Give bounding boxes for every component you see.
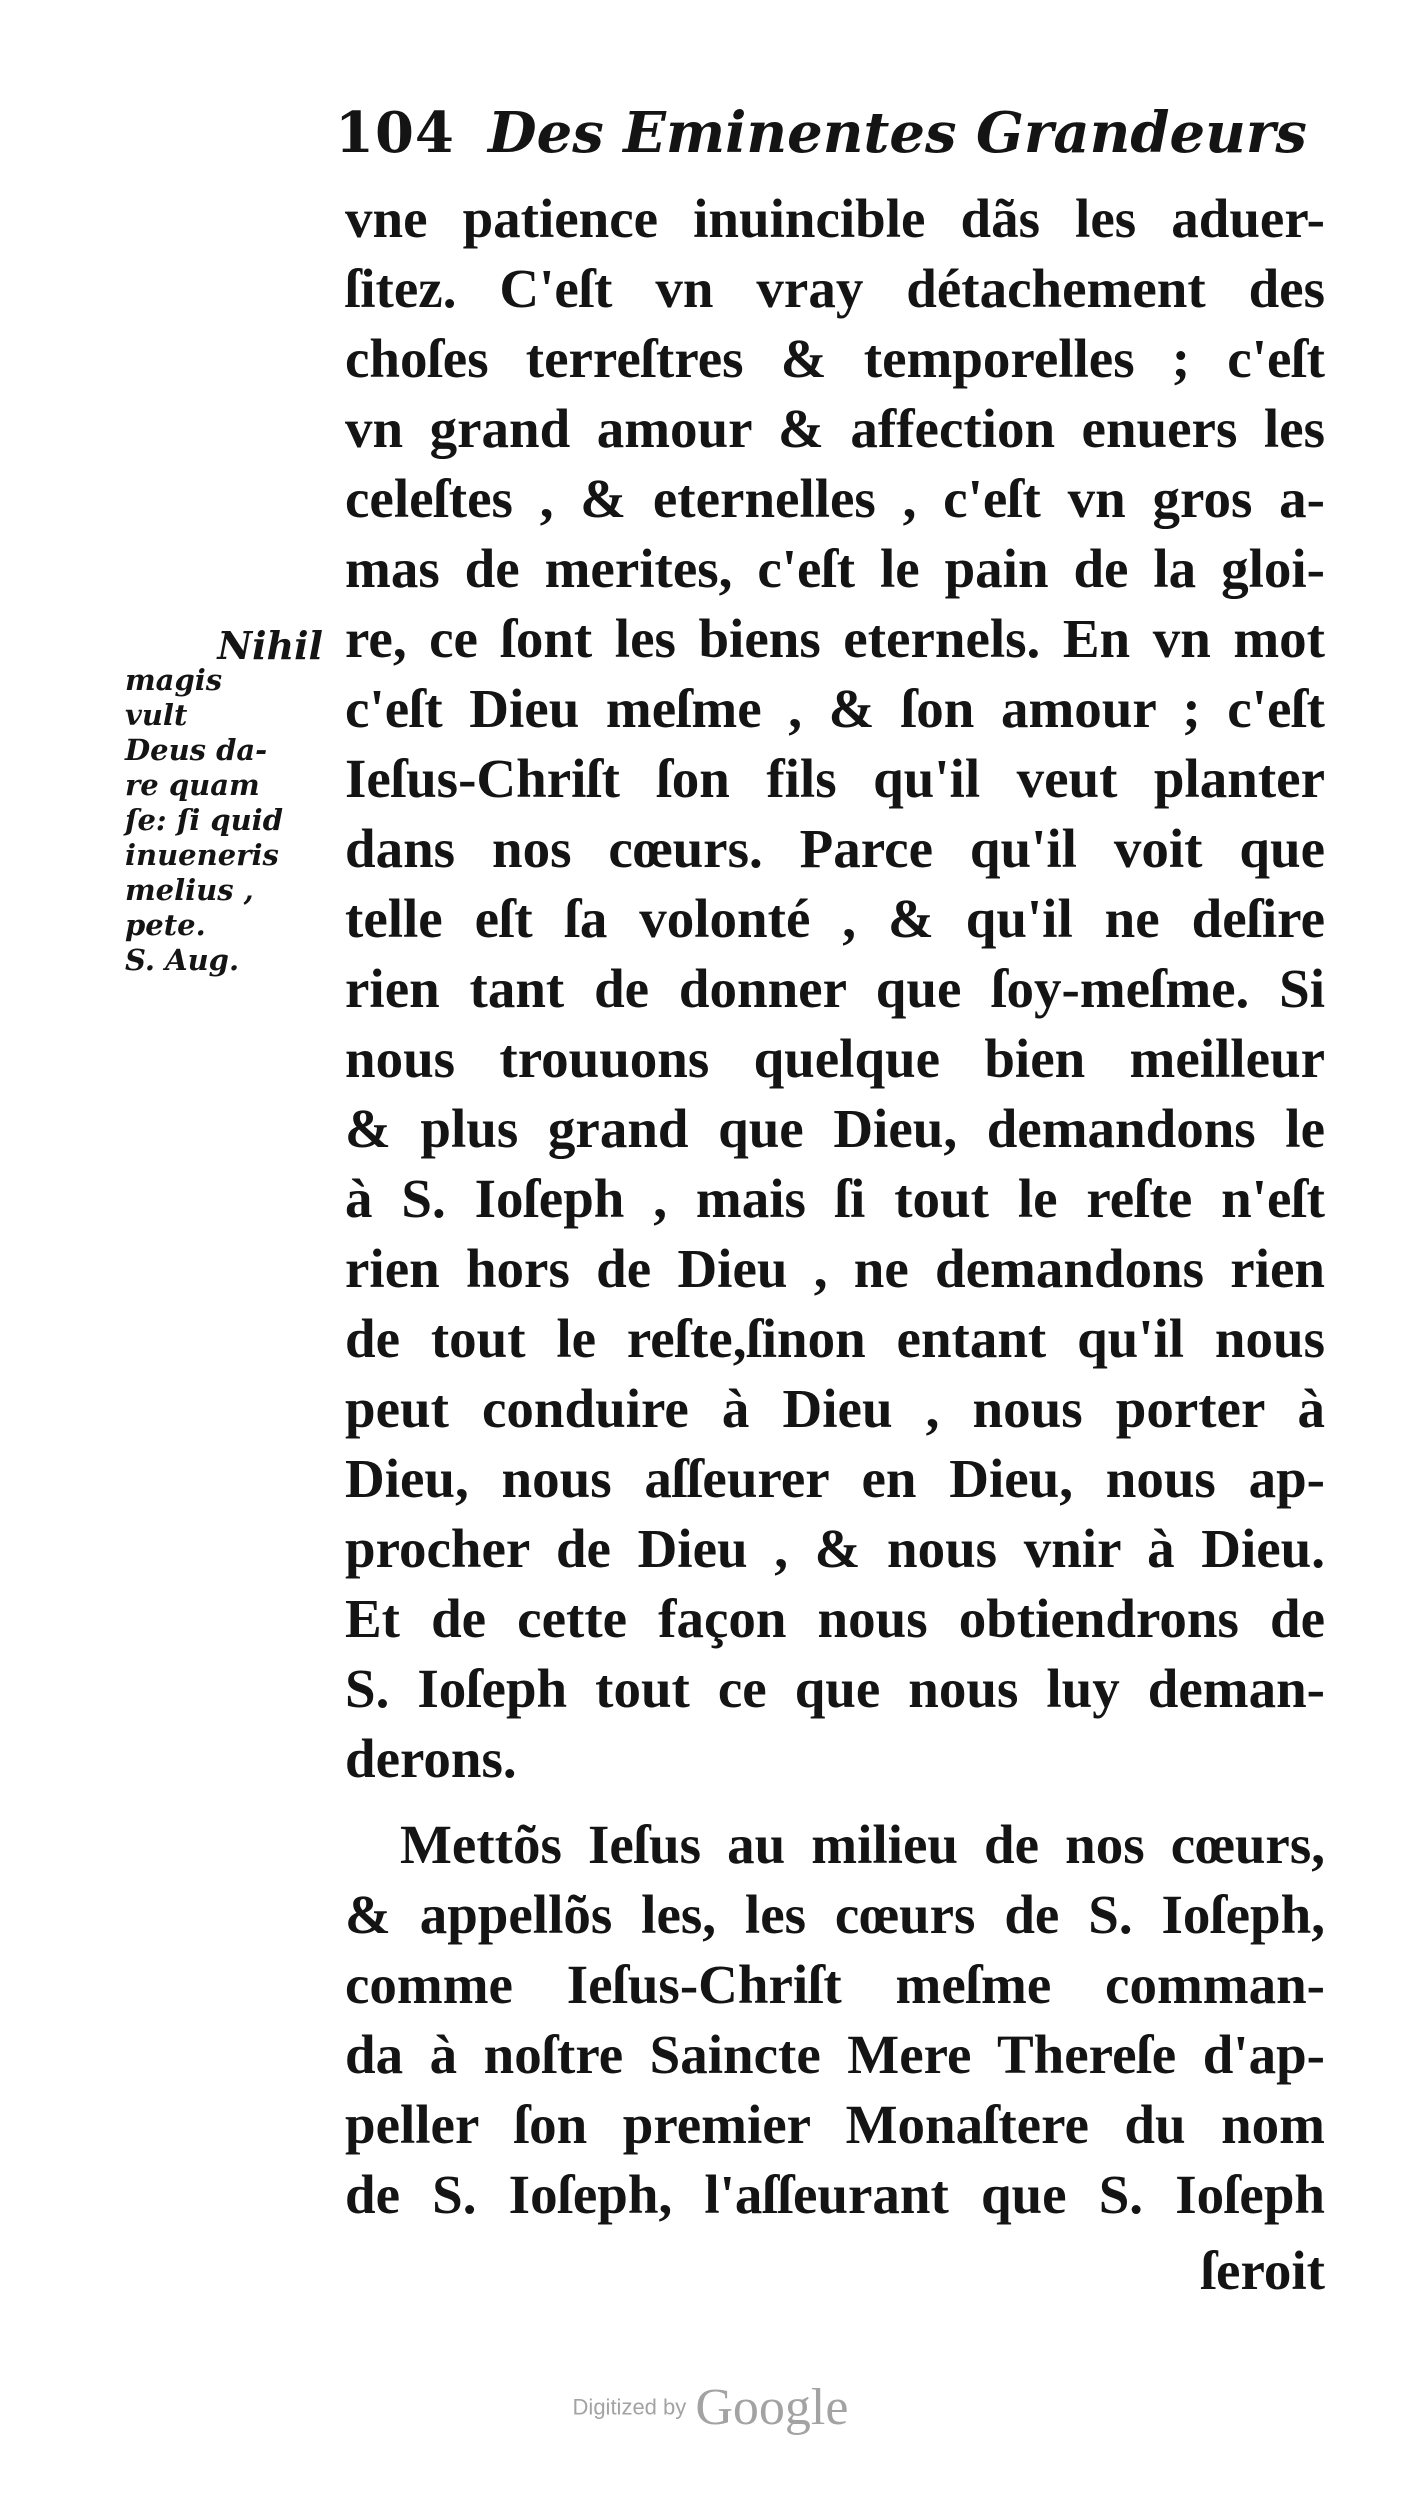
marginal-note-line: S. Aug. — [125, 943, 240, 977]
digitization-watermark — [0, 2378, 1421, 2437]
text-line: vne patience inuincible dãs les aduer- — [345, 188, 1325, 249]
text-line: de tout le reſte,ſinon entant qu'il nous — [345, 1308, 1325, 1369]
text-line: mas de merites, c'eſt le pain de la gloi- — [345, 538, 1325, 599]
text-line: Mettõs Ieſus au milieu de nos cœurs, — [400, 1814, 1325, 1875]
text-line: celeſtes , & eternelles , c'eſt vn gros a- — [345, 468, 1325, 529]
text-line: nous trouuons quelque bien meilleur — [345, 1028, 1325, 1089]
marginal-note-line: vult — [125, 698, 188, 732]
text-line: peut conduire à Dieu , nous porter à — [345, 1378, 1325, 1439]
text-line: da à noſtre Saincte Mere Thereſe d'ap- — [345, 2024, 1325, 2085]
text-line: procher de Dieu , & nous vnir à Dieu. — [345, 1518, 1325, 1579]
watermark-prefix: Digitized by — [572, 2394, 687, 2420]
page-number: 104 — [335, 100, 455, 166]
catchword: ſeroit — [1200, 2240, 1325, 2301]
text-line: peller ſon premier Monaſtere du nom — [345, 2094, 1325, 2155]
text-line: S. Ioſeph tout ce que nous luy deman- — [345, 1658, 1325, 1719]
text-line: choſes terreſtres & temporelles ; c'eſt — [345, 328, 1325, 389]
marginal-note-line: ſe: ſi quid — [125, 803, 283, 837]
running-title: Des Eminentes Grandeurs — [488, 100, 1307, 166]
marginal-note-line: melius , — [125, 873, 254, 907]
text-line: à S. Ioſeph , mais ſi tout le reſte n'eſt — [345, 1168, 1325, 1229]
text-line: comme Ieſus-Chriſt meſme comman- — [345, 1954, 1325, 2015]
text-line: re, ce ſont les biens eternels. En vn mot — [345, 608, 1325, 669]
text-line: de S. Ioſeph, l'aſſeurant que S. Ioſeph — [345, 2164, 1325, 2225]
marginal-note — [125, 623, 335, 978]
marginal-note-line: pete. — [125, 908, 206, 942]
marginal-note-line: Deus da- — [125, 733, 268, 767]
text-line: telle eſt ſa volonté , & qu'il ne deſire — [345, 888, 1325, 949]
text-line: ſitez. C'eſt vn vray détachement des — [345, 258, 1325, 319]
text-line: derons. — [345, 1728, 517, 1789]
text-line: c'eſt Dieu meſme , & ſon amour ; c'eſt — [345, 678, 1325, 739]
text-line: Ieſus-Chriſt ſon fils qu'il veut planter — [345, 748, 1325, 809]
text-line: Et de cette façon nous obtiendrons de — [345, 1588, 1325, 1649]
text-line: rien hors de Dieu , ne demandons rien — [345, 1238, 1325, 1299]
text-line: Dieu, nous aſſeurer en Dieu, nous ap- — [345, 1448, 1325, 1509]
marginal-note-line: magis — [125, 663, 223, 697]
text-line: & appellõs les, les cœurs de S. Ioſeph, — [345, 1884, 1325, 1945]
marginal-note-line: Nihil — [217, 623, 323, 668]
text-line: & plus grand que Dieu, demandons le — [345, 1098, 1325, 1159]
marginal-note-line: inueneris — [125, 838, 279, 872]
text-line: vn grand amour & affection enuers les — [345, 398, 1325, 459]
marginal-note-line: re quam — [125, 768, 260, 802]
text-line: rien tant de donner que ſoy-meſme. Si — [345, 958, 1325, 1019]
text-line: dans nos cœurs. Parce qu'il voit que — [345, 818, 1325, 879]
google-logo: Google — [695, 2379, 849, 2436]
page-header — [335, 100, 1335, 180]
